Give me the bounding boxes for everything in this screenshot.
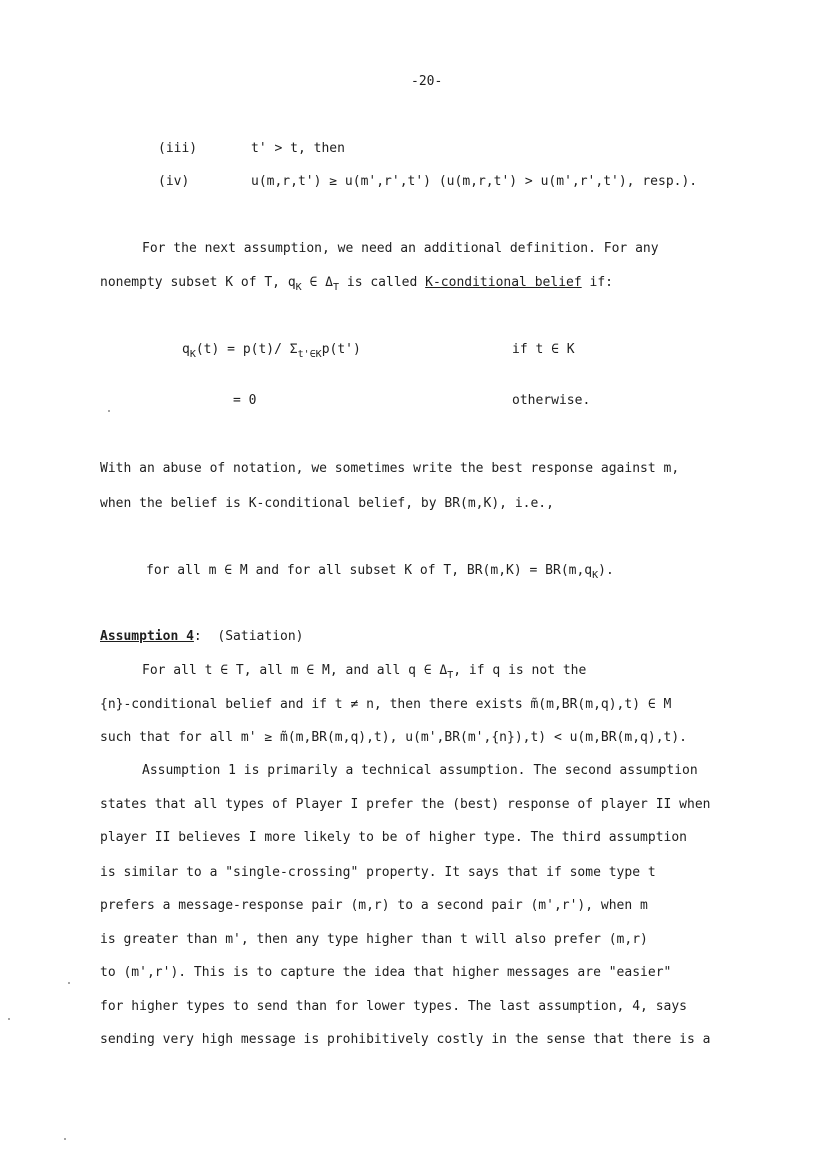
paragraph-line-6: is greater than m', then any type higher than t will also prefer (m,r) [100,932,648,947]
abuse-line-2: when the belief is K-conditional belief, by BR(m,K), i.e., [100,496,554,511]
paragraph-line-3: player II believes I more likely to be of higher type. The third assumption [100,830,687,845]
assumption-label: Assumption 4 [100,629,194,644]
paragraph-line-2: states that all types of Player I prefer the (best) response of player II when [100,797,711,812]
paragraph-line-5: prefers a message-response pair (m,r) to a second pair (m',r'), when m [100,898,648,913]
forall-statement: for all m ∈ M and for all subset K of T, $BR(m,K) = BR(m,q_K)$. [146,563,614,581]
case-label-iii: (iii) [158,141,198,156]
defined-term: K-conditional belief [425,275,582,290]
paragraph-line-8: for higher types to send than for lower types. The last assumption, 4, says [100,999,687,1014]
scan-speck [68,982,70,984]
assumption-line-3: such that for all m' ≥ m̃(m,BR(m,q),t), u(m',BR(m',{n}),t) < u(m,BR(m,q),t). [100,730,687,745]
equation-line-2: = 0 [233,393,257,408]
definition-line-1: For the next assumption, we need an additional definition. For any [142,241,659,256]
paragraph-line-1: Assumption 1 is primarily a technical assumption. The second assumption [142,763,698,778]
equation-condition-1: if t ∈ K [512,342,575,357]
scan-speck [8,1018,10,1020]
assumption-line-1: For all t ∈ T, all m ∈ M, and all q ∈ $\Delta_T$, if q is not the [142,663,587,681]
equation-condition-2: otherwise. [512,393,591,408]
equation-line-1: $q_K(t) = p(t)/$ $\Sigma_{t'\in K}p(t')$ [182,342,361,360]
abuse-line-1: With an abuse of notation, we sometimes write the best response against m, [100,461,680,476]
assumption-name: (Satiation) [217,629,304,644]
case-label-iv: (iv) [158,174,190,189]
assumption-line-2: {n}-conditional belief and if t ≠ n, then there exists m̃(m,BR(m,q),t) ∈ M [100,697,672,712]
definition-line-2: nonempty subset K of T, $q_K$ ∈ $\Delta_T$ is called K-conditional belief if: [100,275,613,293]
assumption-heading: Assumption 4: (Satiation) [100,629,304,644]
page-number: -20- [411,74,443,89]
scan-speck [108,410,110,412]
scan-speck [64,1138,66,1140]
paragraph-line-4: is similar to a "single-crossing" property. It says that if some type t [100,865,656,880]
paragraph-line-9: sending very high message is prohibitively costly in the sense that there is a [100,1032,711,1047]
case-text-iii: t' > t, then [251,141,345,156]
paragraph-line-7: to (m',r'). This is to capture the idea that higher messages are "easier" [100,965,672,980]
case-text-iv: u(m,r,t') ≥ u(m',r',t') (u(m,r,t') > u(m',r',t'), resp.). [251,174,698,189]
